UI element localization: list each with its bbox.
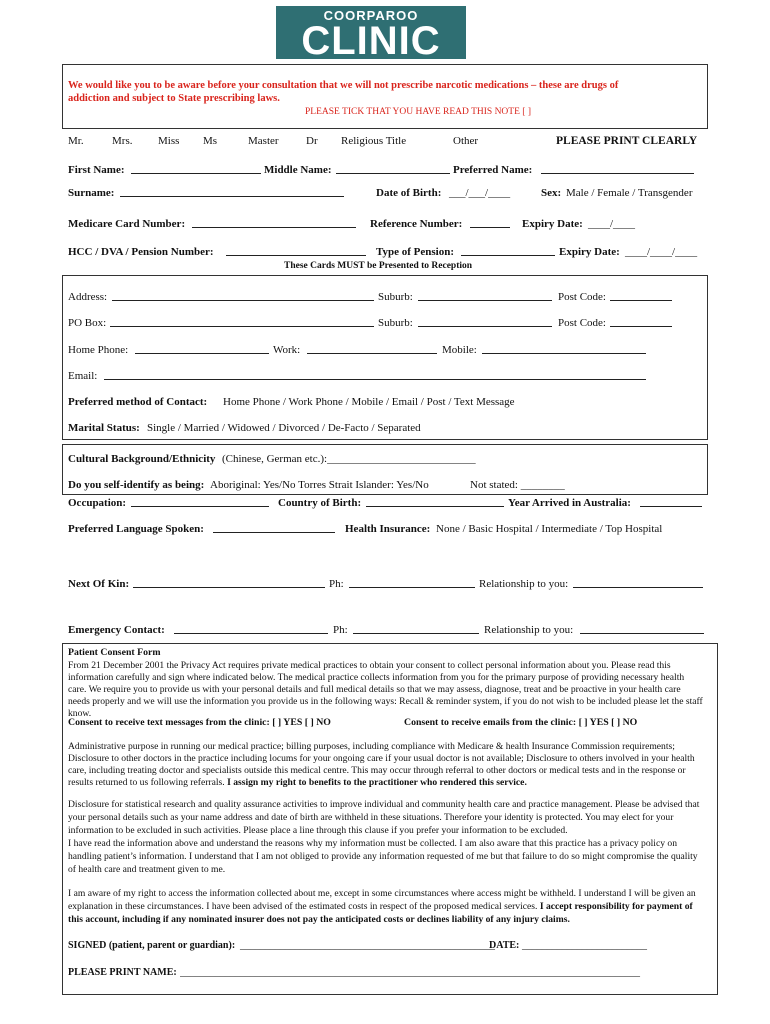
signed-label: SIGNED (patient, parent or guardian): (68, 940, 236, 951)
title-master[interactable]: Master (248, 135, 279, 147)
home-phone-label: Home Phone: (68, 344, 129, 356)
emergency-phone-field[interactable] (353, 624, 479, 634)
print-name-field[interactable]: ____________________________________________________________________________________________ (180, 967, 640, 978)
contact-method-label: Preferred method of Contact: (68, 396, 208, 408)
middle-name-label: Middle Name: (264, 164, 332, 176)
emergency-contact-field[interactable] (174, 624, 328, 634)
title-religious[interactable]: Religious Title (341, 135, 407, 147)
first-name-label: First Name: (68, 164, 125, 176)
next-of-kin-field[interactable] (133, 578, 325, 588)
suburb-field-1[interactable] (418, 291, 552, 301)
suburb-label-1: Suburb: (378, 291, 413, 303)
postcode-label-1: Post Code: (558, 291, 606, 303)
home-phone-field[interactable] (135, 344, 269, 354)
clinic-logo (276, 6, 466, 63)
address-field[interactable] (112, 291, 374, 301)
postcode-field-1[interactable] (610, 291, 672, 301)
payment-responsibility: I accept responsibility for payment of this account, including if any nominated insurer does not pay the anticipated costs or declines liability of any injury claims. (68, 901, 693, 925)
narcotic-notice-line1: We would like you to be aware before your consultation that we will not prescribe narcotic medications – these are drugs of (68, 80, 619, 91)
expiry-label-2: Expiry Date: (559, 246, 620, 258)
year-arrived-label: Year Arrived in Australia: (508, 497, 631, 509)
address-label: Address: (68, 291, 108, 303)
language-label: Preferred Language Spoken: (68, 523, 204, 535)
pobox-field[interactable] (110, 317, 374, 327)
pension-type-label: Type of Pension: (376, 246, 455, 258)
expiry-label-1: Expiry Date: (522, 218, 583, 230)
middle-name-field[interactable] (336, 164, 450, 174)
nok-phone-label: Ph: (329, 578, 344, 590)
pension-type-field[interactable] (461, 246, 555, 256)
consent-paragraph-3: Disclosure for statistical research and quality assurance activities to improve individual and community health care and practice management. Please be advised that your personal details such as your name address and date of birth are withheld in these situations. Therefore your identity is protected. You may elect for your information to be excluded in such activities. Please place a line through this clause if you prefer your information to be excluded. (68, 799, 700, 836)
logo-line1: COORPAROO (323, 8, 419, 23)
email-consent[interactable]: Consent to receive emails from the clinic: [ ] YES [ ] NO (404, 717, 638, 728)
mobile-field[interactable] (482, 344, 646, 354)
cultural-background-field[interactable]: (Chinese, German etc.):___________________________ (222, 453, 476, 465)
preferred-name-field[interactable] (541, 164, 694, 174)
dob-field[interactable]: ___/___/____ (449, 187, 511, 199)
nok-relationship-label: Relationship to you: (479, 578, 569, 590)
title-mr[interactable]: Mr. (68, 135, 84, 147)
expiry-field-1[interactable]: ____/____ (588, 218, 636, 230)
email-field[interactable] (104, 370, 646, 380)
emergency-relationship-label: Relationship to you: (484, 624, 574, 636)
print-name-label: PLEASE PRINT NAME: (68, 967, 177, 978)
consent-heading: Patient Consent Form (68, 647, 161, 658)
next-of-kin-label: Next Of Kin: (68, 578, 130, 590)
date-field[interactable]: _________________________ (522, 940, 647, 951)
postcode-field-2[interactable] (610, 317, 672, 327)
emergency-phone-label: Ph: (333, 624, 348, 636)
assign-benefits: I assign my right to benefits to the practitioner who rendered this service. (227, 777, 527, 788)
not-stated[interactable]: Not stated: ________ (470, 479, 565, 491)
emergency-relationship-field[interactable] (580, 624, 704, 634)
occupation-field[interactable] (131, 497, 269, 507)
marital-status-options[interactable]: Single / Married / Widowed / Divorced / De-Facto / Separated (147, 422, 421, 434)
suburb-field-2[interactable] (418, 317, 552, 327)
mobile-label: Mobile: (442, 344, 477, 356)
email-label: Email: (68, 370, 98, 382)
first-name-field[interactable] (131, 164, 261, 174)
expiry-field-2[interactable]: ____/____/____ (625, 246, 698, 258)
work-label: Work: (273, 344, 301, 356)
hcc-label: HCC / DVA / Pension Number: (68, 246, 214, 258)
self-identify-options[interactable]: Aboriginal: Yes/No Torres Strait Islander: Yes/No (210, 479, 429, 491)
preferred-name-label: Preferred Name: (453, 164, 533, 176)
country-label: Country of Birth: (278, 497, 362, 509)
text-consent[interactable]: Consent to receive text messages from the clinic: [ ] YES [ ] NO (68, 717, 331, 728)
year-arrived-field[interactable] (640, 497, 702, 507)
contact-method-options[interactable]: Home Phone / Work Phone / Mobile / Email / Post / Text Message (223, 396, 515, 408)
country-field[interactable] (366, 497, 504, 507)
nok-relationship-field[interactable] (573, 578, 703, 588)
language-field[interactable] (213, 523, 335, 533)
surname-field[interactable] (120, 187, 344, 197)
title-other[interactable]: Other (453, 135, 479, 147)
consent-paragraph-5 (68, 887, 704, 926)
insurance-options[interactable]: None / Basic Hospital / Intermediate / Top Hospital (436, 523, 663, 535)
date-label: DATE: (489, 940, 520, 951)
medicare-label: Medicare Card Number: (68, 218, 186, 230)
insurance-label: Health Insurance: (345, 523, 431, 535)
consent-paragraph-1: From 21 December 2001 the Privacy Act requires private medical practices to obtain your consent to collect personal information about you. Please read this information carefully and sign where indicated below. The medical practice collects information from you for the primary purpose of providing necessary health care. We require you to provide us with your personal details and full medical details so that we may assess, diagnose, treat and be proactive in your health care needs properly and we will use the information you provide us in the following ways: Recall & reminder system, if you do not wish to be included please let the staff know. (68, 660, 703, 719)
emergency-contact-label: Emergency Contact: (68, 624, 165, 636)
self-identify-label: Do you self-identify as being: (68, 479, 205, 491)
reference-field[interactable] (470, 218, 510, 228)
consent-paragraph-2-text: Administrative purpose in running our medical practice; billing purposes, including compliance with Medicare & health Insurance Commission requirements; Disclosure to other doctors in the practice including locums for your ongoing care if your usual doctor is not available; Disclosure to others involved in your health care, including treating doctor and specialists outside this medical centre. This may occur through referral to other doctors or medical tests and in the response or results returned to us following referrals. (68, 741, 695, 788)
logo-line2: CLINIC (301, 19, 441, 63)
cards-note: These Cards MUST be Presented to Reception (284, 261, 473, 271)
hcc-field[interactable] (226, 246, 366, 256)
medicare-field[interactable] (192, 218, 356, 228)
sex-options[interactable]: Male / Female / Transgender (566, 187, 693, 199)
dob-label: Date of Birth: (376, 187, 442, 199)
postcode-label-2: Post Code: (558, 317, 606, 329)
consent-paragraph-2 (68, 741, 704, 789)
marital-status-label: Marital Status: (68, 422, 140, 434)
surname-label: Surname: (68, 187, 115, 199)
title-dr[interactable]: Dr (306, 135, 318, 147)
print-clearly: PLEASE PRINT CLEARLY (556, 135, 698, 147)
occupation-label: Occupation: (68, 497, 127, 509)
suburb-label-2: Suburb: (378, 317, 413, 329)
reference-label: Reference Number: (370, 218, 463, 230)
title-ms[interactable]: Ms (203, 135, 218, 147)
consent-paragraph-4: I have read the information above and understand the reasons why my information must be collected. I am also aware that this practice has a privacy policy on handling patient’s information. I understand that I am not obliged to provide any information requested of me but that failure to do so might compromise the quality of health care and treatment given to me. (68, 838, 698, 875)
nok-phone-field[interactable] (349, 578, 475, 588)
tick-note[interactable]: PLEASE TICK THAT YOU HAVE READ THIS NOTE [ ] (305, 107, 531, 117)
title-miss[interactable]: Miss (158, 135, 180, 147)
narcotic-notice-line2: addiction and subject to State prescribing laws. (68, 93, 280, 104)
work-field[interactable] (307, 344, 437, 354)
sex-label: Sex: (541, 187, 562, 199)
signature-field[interactable]: ___________________________________________________ (240, 940, 495, 951)
pobox-label: PO Box: (68, 317, 107, 329)
cultural-background-label: Cultural Background/Ethnicity (68, 453, 216, 465)
title-mrs[interactable]: Mrs. (112, 135, 133, 147)
consent-paragraph-5-text: I am aware of my right to access the information collected about me, except in some circumstances where access might be withheld. I understand I will be given an explanation in these circumstances. I have been advised of the estimated costs in respect of the proposed medical services. (68, 888, 696, 912)
